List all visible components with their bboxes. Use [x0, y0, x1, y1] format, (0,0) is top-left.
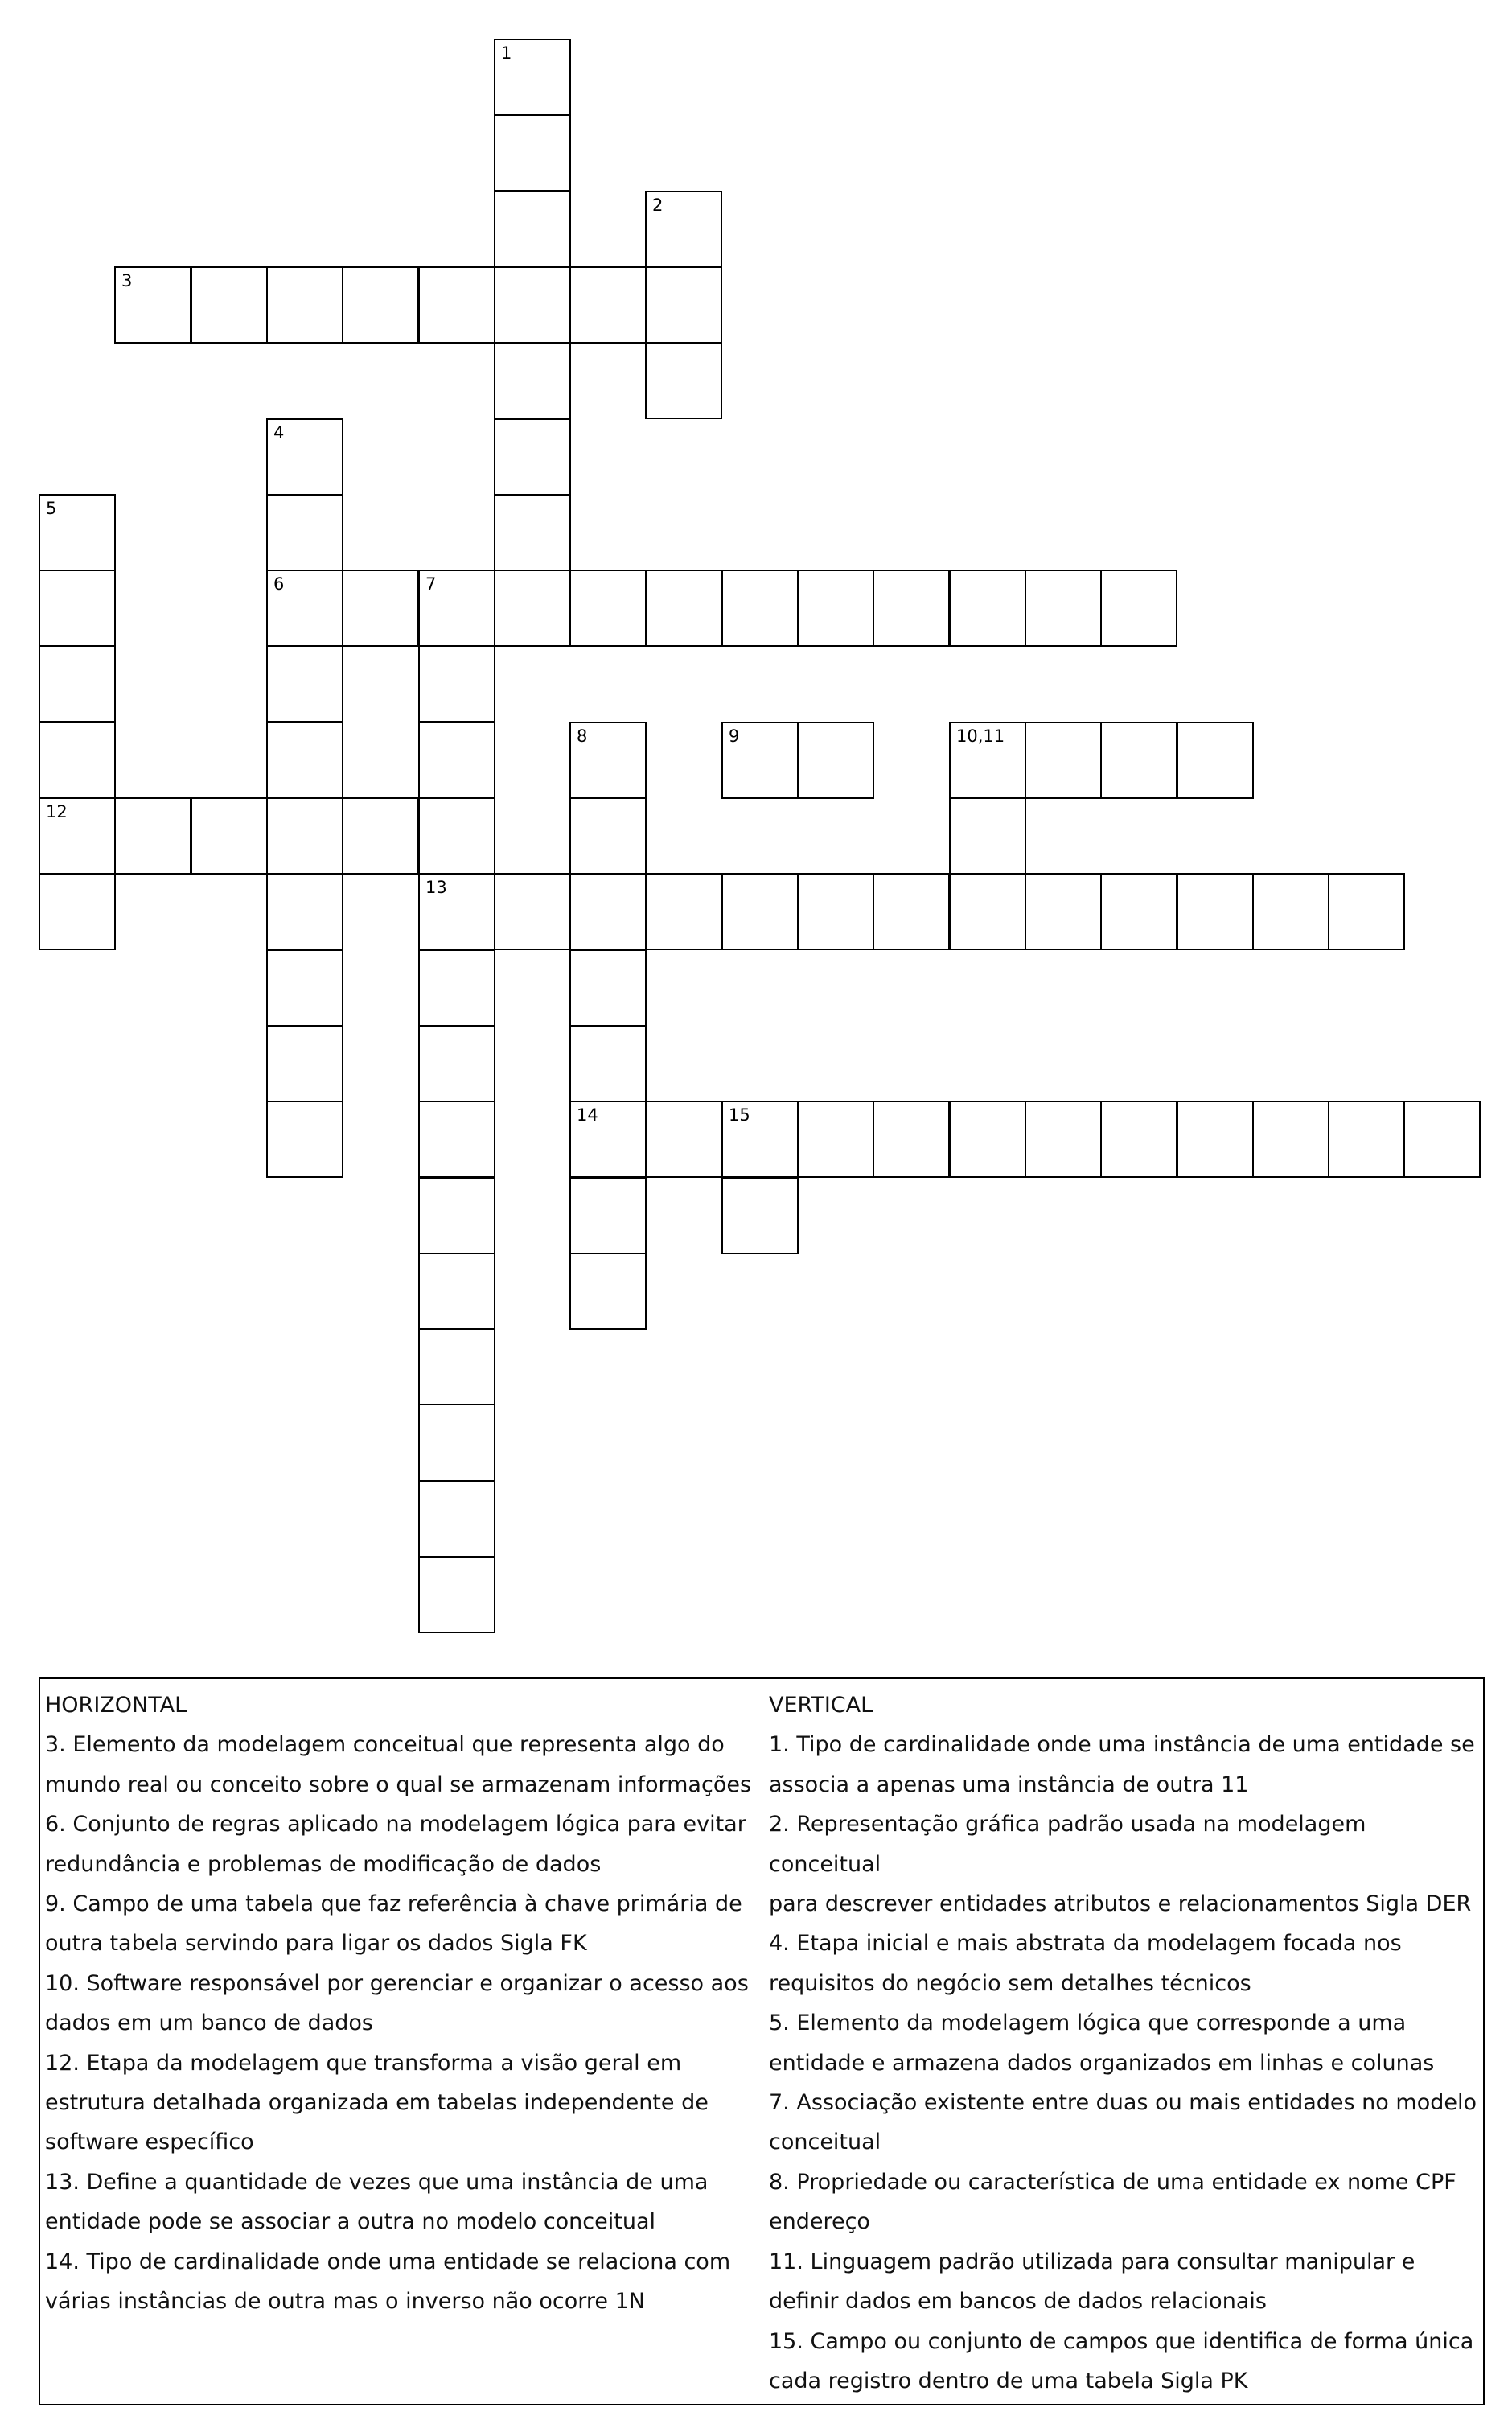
grid-cell[interactable] — [949, 873, 1026, 950]
grid-cell[interactable] — [266, 873, 343, 950]
grid-cell[interactable] — [645, 191, 722, 268]
grid-cell[interactable] — [39, 494, 116, 571]
grid-cell[interactable] — [1025, 570, 1102, 647]
grid-cell[interactable] — [418, 645, 495, 722]
horizontal-clue-line: 12. Etapa da modelagem que transforma a visão geral em — [45, 2050, 682, 2076]
horizontal-clue-line: dados em um banco de dados — [45, 2010, 373, 2036]
grid-cell[interactable] — [1100, 570, 1177, 647]
grid-cell[interactable] — [1177, 722, 1254, 799]
grid-cell[interactable] — [569, 1101, 647, 1178]
grid-cell[interactable] — [645, 873, 722, 950]
grid-cell[interactable] — [1177, 873, 1254, 950]
grid-cell[interactable] — [494, 873, 571, 950]
grid-cell[interactable] — [418, 1177, 495, 1254]
grid-cell[interactable] — [569, 722, 647, 799]
horizontal-clue-line: 3. Elemento da modelagem conceitual que representa algo do — [45, 1732, 725, 1758]
grid-cell[interactable] — [418, 1253, 495, 1330]
grid-cell[interactable] — [1100, 873, 1177, 950]
grid-cell[interactable] — [266, 494, 343, 571]
vertical-clue-line: requisitos do negócio sem detalhes técnicos — [769, 1970, 1251, 1996]
grid-cell[interactable] — [569, 266, 647, 344]
grid-cell[interactable] — [114, 266, 191, 344]
clue-number: 1 — [501, 43, 512, 63]
grid-cell[interactable] — [721, 1101, 799, 1178]
vertical-clue-line: cada registro dentro de uma tabela Sigla PK — [769, 2368, 1248, 2393]
grid-cell[interactable] — [949, 570, 1026, 647]
clue-number: 3 — [121, 271, 133, 290]
grid-cell[interactable] — [418, 873, 495, 950]
grid-cell[interactable] — [873, 873, 950, 950]
grid-cell[interactable] — [418, 949, 495, 1027]
clue-number: 13 — [425, 878, 447, 897]
grid-cell[interactable] — [191, 266, 268, 344]
grid-cell[interactable] — [721, 1177, 799, 1254]
grid-cell[interactable] — [342, 797, 419, 875]
clue-number: 14 — [577, 1105, 598, 1125]
horizontal-clue-line: 14. Tipo de cardinalidade onde uma entidade se relaciona com — [45, 2249, 731, 2274]
grid-cell[interactable] — [418, 797, 495, 875]
grid-cell[interactable] — [1328, 873, 1405, 950]
grid-cell[interactable] — [1100, 722, 1177, 799]
grid-cell[interactable] — [645, 1101, 722, 1178]
vertical-clue-line: endereço — [769, 2209, 870, 2235]
horizontal-clue-line: 9. Campo de uma tabela que faz referência à chave primária de — [45, 1891, 742, 1917]
grid-cell[interactable] — [494, 191, 571, 268]
grid-cell[interactable] — [266, 722, 343, 799]
grid-cell[interactable] — [418, 1404, 495, 1481]
grid-cell[interactable] — [494, 342, 571, 419]
grid-cell[interactable] — [342, 266, 419, 344]
grid-cell[interactable] — [266, 645, 343, 722]
vertical-clue-line: 11. Linguagem padrão utilizada para consultar manipular e — [769, 2249, 1415, 2274]
grid-cell[interactable] — [1100, 1101, 1177, 1178]
grid-cell[interactable] — [1328, 1101, 1405, 1178]
grid-cell[interactable] — [873, 570, 950, 647]
vertical-clue-line: 5. Elemento da modelagem lógica que corresponde a uma — [769, 2010, 1407, 2036]
grid-cell[interactable] — [797, 873, 874, 950]
horizontal-clue-line: várias instâncias de outra mas o inverso não ocorre 1N — [45, 2289, 645, 2315]
vertical-clue-line: entidade e armazena dados organizados em linhas e colunas — [769, 2050, 1435, 2076]
vertical-clue-line: 1. Tipo de cardinalidade onde uma instância de uma entidade se — [769, 1732, 1475, 1758]
clue-number: 2 — [652, 195, 664, 215]
clue-number: 15 — [729, 1105, 750, 1125]
horizontal-clue-line: outra tabela servindo para ligar os dados Sigla FK — [45, 1931, 587, 1957]
grid-cell[interactable] — [39, 570, 116, 647]
grid-cell[interactable] — [569, 1253, 647, 1330]
grid-cell[interactable] — [645, 266, 722, 344]
vertical-clue-line: para descrever entidades atributos e relacionamentos Sigla DER — [769, 1891, 1472, 1917]
clue-number: 10,11 — [956, 726, 1005, 746]
grid-cell[interactable] — [266, 418, 343, 496]
horizontal-clue-line: 10. Software responsável por gerenciar e organizar o acesso aos — [45, 1970, 749, 1996]
vertical-clue-line: 15. Campo ou conjunto de campos que identifica de forma única — [769, 2328, 1474, 2354]
grid-cell[interactable] — [266, 1101, 343, 1178]
vertical-clue-line: 4. Etapa inicial e mais abstrata da modelagem focada nos — [769, 1931, 1402, 1957]
grid-cell[interactable] — [418, 266, 495, 344]
grid-cell[interactable] — [797, 570, 874, 647]
horizontal-clues — [45, 1685, 753, 2322]
horizontal-title: HORIZONTAL — [45, 1693, 187, 1718]
grid-cell[interactable] — [569, 1177, 647, 1254]
grid-cell[interactable] — [569, 949, 647, 1027]
horizontal-clue-line: estrutura detalhada organizada em tabelas independente de — [45, 2090, 709, 2116]
grid-cell[interactable] — [721, 873, 799, 950]
grid-cell[interactable] — [949, 1101, 1026, 1178]
horizontal-clue-line: entidade pode se associar a outra no modelo conceitual — [45, 2209, 655, 2235]
grid-cell[interactable] — [1025, 1101, 1102, 1178]
grid-cell[interactable] — [645, 570, 722, 647]
grid-cell[interactable] — [1025, 873, 1102, 950]
clues-box — [39, 1677, 1485, 2405]
vertical-clue-line: 2. Representação gráfica padrão usada na modelagem conceitual — [769, 1812, 1366, 1877]
grid-cell[interactable] — [39, 722, 116, 799]
grid-cell[interactable] — [266, 570, 343, 647]
grid-cell[interactable] — [266, 797, 343, 875]
grid-cell[interactable] — [569, 873, 647, 950]
clue-number: 4 — [273, 423, 285, 442]
horizontal-clue-line: software específico — [45, 2130, 254, 2155]
grid-cell[interactable] — [569, 570, 647, 647]
grid-cell[interactable] — [721, 570, 799, 647]
clue-number: 9 — [729, 726, 740, 746]
grid-cell[interactable] — [114, 797, 191, 875]
clue-number: 12 — [46, 802, 68, 821]
grid-cell[interactable] — [1025, 722, 1102, 799]
vertical-clue-line: associa a apenas uma instância de outra 11 — [769, 1772, 1249, 1797]
grid-cell[interactable] — [949, 722, 1026, 799]
clue-number: 5 — [46, 499, 57, 518]
grid-cell[interactable] — [39, 873, 116, 950]
grid-cell[interactable] — [342, 570, 419, 647]
grid-cell[interactable] — [949, 797, 1026, 875]
grid-cell[interactable] — [569, 1025, 647, 1102]
grid-cell[interactable] — [494, 418, 571, 496]
grid-cell[interactable] — [797, 1101, 874, 1178]
grid-cell[interactable] — [39, 797, 116, 875]
vertical-clue-line: 7. Associação existente entre duas ou mais entidades no modelo — [769, 2090, 1477, 2116]
clue-number: 8 — [577, 726, 588, 746]
grid-cell[interactable] — [418, 570, 495, 647]
grid-cell[interactable] — [266, 266, 343, 344]
grid-cell[interactable] — [1252, 873, 1329, 950]
vertical-title: VERTICAL — [769, 1693, 873, 1718]
horizontal-clue-line: 6. Conjunto de regras aplicado na modelagem lógica para evitar — [45, 1812, 746, 1838]
grid-cell[interactable] — [721, 722, 799, 799]
grid-cell[interactable] — [418, 1480, 495, 1558]
grid-cell[interactable] — [418, 1328, 495, 1405]
grid-cell[interactable] — [418, 1025, 495, 1102]
grid-cell[interactable] — [569, 797, 647, 875]
grid-cell[interactable] — [418, 1101, 495, 1178]
vertical-clue-line: conceitual — [769, 2130, 881, 2155]
grid-cell[interactable] — [494, 266, 571, 344]
grid-cell[interactable] — [266, 1025, 343, 1102]
grid-cell[interactable] — [1177, 1101, 1254, 1178]
grid-cell[interactable] — [494, 114, 571, 191]
clue-number: 6 — [273, 574, 285, 594]
grid-cell[interactable] — [494, 570, 571, 647]
vertical-clue-line: 8. Propriedade ou característica de uma entidade ex nome CPF — [769, 2169, 1457, 2195]
grid-cell[interactable] — [494, 494, 571, 571]
horizontal-clue-line: redundância e problemas de modificação de dados — [45, 1851, 602, 1877]
grid-cell[interactable] — [418, 722, 495, 799]
grid-cell[interactable] — [266, 949, 343, 1027]
grid-cell[interactable] — [873, 1101, 950, 1178]
grid-cell[interactable] — [645, 342, 722, 419]
vertical-clue-line: definir dados em bancos de dados relacionais — [769, 2289, 1267, 2315]
grid-cell[interactable] — [797, 722, 874, 799]
horizontal-clue-line: 13. Define a quantidade de vezes que uma instância de uma — [45, 2169, 709, 2195]
clue-number: 7 — [425, 574, 437, 594]
grid-cell[interactable] — [191, 797, 268, 875]
grid-cell[interactable] — [494, 39, 571, 116]
vertical-clues — [769, 1685, 1483, 2401]
grid-cell[interactable] — [418, 1556, 495, 1633]
horizontal-clue-line: mundo real ou conceito sobre o qual se armazenam informações — [45, 1772, 752, 1797]
grid-cell[interactable] — [1403, 1101, 1481, 1178]
grid-cell[interactable] — [39, 645, 116, 722]
grid-cell[interactable] — [1252, 1101, 1329, 1178]
